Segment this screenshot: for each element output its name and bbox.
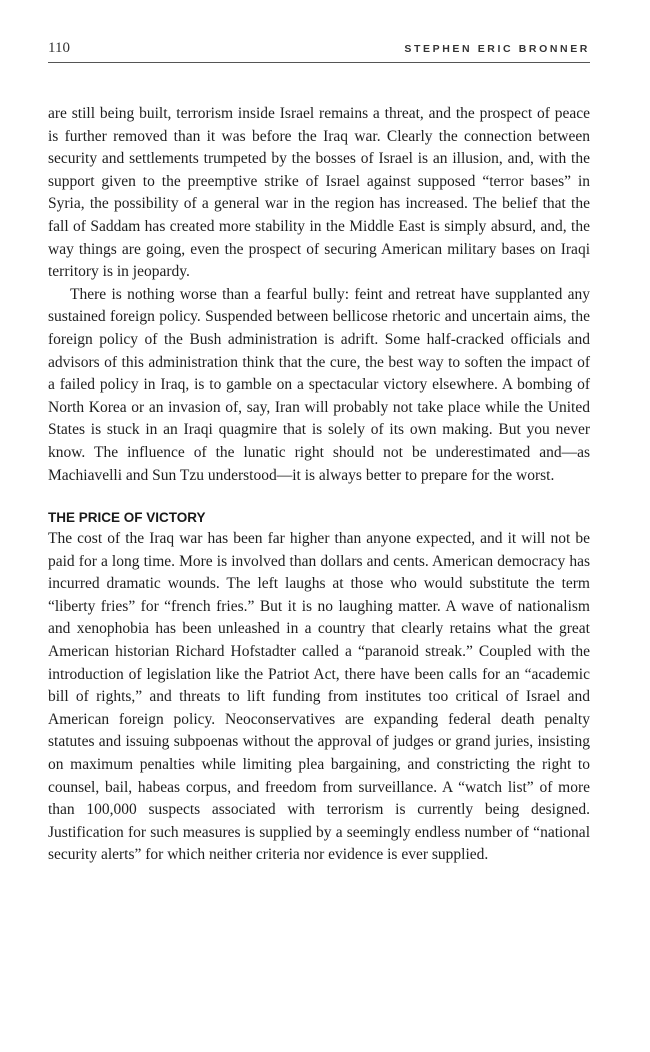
paragraph: are still being built, terrorism inside Israel remains a threat, and the prospect of peace is further removed than it was before the Iraq war. Clearly the connection between security and settlements trumpeted by the bosses of Israel is an illusion, and, with the support given to the preemptive strike of Israel against supposed “terror bases” in Syria, the possibility of a general war in the region has increased. The belief that the fall of Saddam has created more stability in the Middle East is simply absurd, and, the way things are going, even the prospect of securing American military bases on Iraqi territory is in jeopardy.	[48, 105, 590, 281]
paragraph: The cost of the Iraq war has been far higher than anyone expected, and it will not be paid for a long time. More is involved than dollars and cents. American democracy has incurred dramatic wounds. The left laughs at those who would substitute the term “liberty fries” for “french fries.” But it is no laughing matter. A wave of nationalism and xenophobia has been unleashed in a country that clearly retains what the great American historian Richard Hofstadter called a “paranoid streak.” Coupled with the introduction of legislation like the Patriot Act, there have been calls for an “academic bill of rights,” and threats to lift funding from institutes too critical of Israel and American foreign policy. Neoconservatives are expanding federal death penalty statutes and issuing subpoenas without the approval of judges or grand juries, insisting on maximum penalties while limiting plea bargaining, and constricting the right to counsel, bail, habeas corpus, and freedom from surveillance. A “watch list” of more than 100,000 suspects associated with terrorism is currently being designed. Justification for such measures is supplied by a seemingly endless number of “national security alerts” for which neither criteria nor evidence is ever supplied.	[48, 530, 590, 864]
body-text	[48, 103, 590, 867]
running-title: STEPHEN ERIC BRONNER	[404, 43, 590, 55]
paragraph: There is nothing worse than a fearful bully: feint and retreat have supplanted any sustained foreign policy. Suspended between bellicose rhetoric and uncertain aims, the foreign policy of the Bush administration is adrift. Some half-cracked officials and advisors of this administration think that the cure, the best way to soften the impact of a failed policy in Iraq, is to gamble on a spectacular victory elsewhere. A bombing of North Korea or an invasion of, say, Iran will probably not take place while the United States is stuck in an Iraqi quagmire that is solely of its own making. But you never know. The influence of the lunatic right should not be underestimated and—as Machiavelli and Sun Tzu understood—it is always better to prepare for the worst.	[48, 285, 590, 484]
page-number: 110	[48, 40, 70, 56]
running-head	[48, 40, 590, 63]
section-heading: THE PRICE OF VICTORY	[48, 510, 206, 526]
